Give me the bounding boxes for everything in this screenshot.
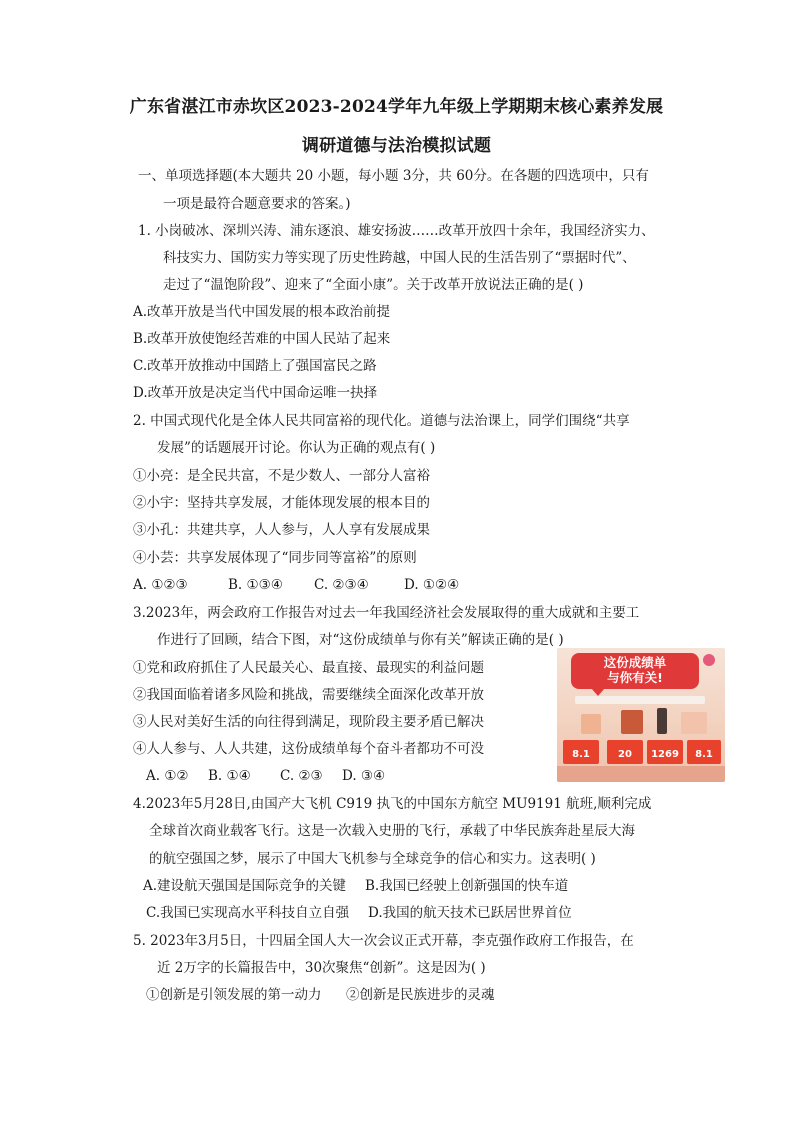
q2-item-2: ②小宇：坚持共享发展，才能体现发展的根本目的 xyxy=(133,495,430,511)
q5-stem-line2: 近 2万字的长篇报告中，30次聚焦“创新”。这是因为( ) xyxy=(157,960,486,976)
q4-option-a: A.建设航天强国是国际竞争的关键 xyxy=(143,878,347,894)
poster-base xyxy=(557,766,725,782)
q2-choice-c: C. ②③④ xyxy=(314,577,369,593)
q1-stem-line1: 1. 小岗破冰、深圳兴涛、浦东逐浪、雄安扬波……改革开放四十余年，我国经济实力、 xyxy=(138,223,655,239)
poster-stat-2: 20 xyxy=(607,740,643,764)
q4-option-c: C.我国已实现高水平科技自立自强 xyxy=(146,905,350,921)
q1-option-d: D.改革开放是决定当代中国命运唯一抉择 xyxy=(133,385,378,401)
q2-choice-d: D. ①②④ xyxy=(404,577,460,593)
q2-item-4: ④小芸：共享发展体现了“同步同等富裕”的原则 xyxy=(133,550,417,566)
q4-options-row2 xyxy=(146,904,572,922)
q1-stem-line3: 走过了“温饱阶段”、迎来了“全面小康”。关于改革开放说法正确的是( ) xyxy=(163,277,584,293)
q1-option-b: B.改革开放使饱经苦难的中国人民站了起来 xyxy=(133,331,391,347)
q2-choice-b: B. ①③④ xyxy=(228,577,283,593)
report-card-poster-image xyxy=(557,648,725,782)
poster-title xyxy=(571,655,699,685)
q3-choice-a: A. ①② xyxy=(146,768,189,784)
q4-stem-line3: 的航空强国之梦，展示了中国大飞机参与全球竞争的信心和实力。这表明( ) xyxy=(149,851,596,867)
q2-choice-a: A. ①②③ xyxy=(133,577,188,593)
q3-item-2: ②我国面临着诸多风险和挑战，需要继续全面深化改革开放 xyxy=(133,687,484,703)
q2-item-3: ③小孔：共建共享，人人参与，人人享有发展成果 xyxy=(133,522,430,538)
q5-item-2: ②创新是民族进步的灵魂 xyxy=(346,987,495,1003)
poster-ribbon xyxy=(575,696,705,704)
q3-choice-b: B. ①④ xyxy=(208,768,251,784)
poster-stat-1: 8.1 xyxy=(563,740,599,764)
q3-item-4: ④人人参与、人人共建，这份成绩单每个奋斗者都功不可没 xyxy=(133,741,484,757)
q5-items-row1 xyxy=(146,986,495,1004)
section-instruction-line1: 一、单项选择题(本大题共 20 小题，每小题 3分，共 60分。在各题的四选项中，只有 xyxy=(138,168,649,184)
q2-stem-line1: 2. 中国式现代化是全体人民共同富裕的现代化。道德与法治课上，同学们围绕“共享 xyxy=(133,413,630,429)
q4-options-row1 xyxy=(143,877,568,895)
poster-house-icon xyxy=(581,714,601,734)
poster-cart-icon xyxy=(681,712,707,734)
poster-figure-icon xyxy=(657,708,667,734)
poster-title-line1: 这份成绩单 xyxy=(603,655,667,670)
q2-item-1: ①小亮：是全民共富，不是少数人、一部分人富裕 xyxy=(133,468,430,484)
q3-stem-line2: 作进行了回顾，结合下图，对“这份成绩单与你有关”解读正确的是( ) xyxy=(157,632,564,648)
q5-item-1: ①创新是引领发展的第一动力 xyxy=(146,987,322,1003)
q5-stem-line1: 5. 2023年3月5日，十四届全国人大一次会议正式开幕，李克强作政府工作报告，在 xyxy=(133,933,634,949)
q3-choices xyxy=(146,767,385,785)
q3-stem-line1: 3.2023年，两会政府工作报告对过去一年我国经济社会发展取得的重大成就和主要工 xyxy=(133,605,640,621)
heart-icon xyxy=(703,654,715,666)
q3-choice-d: D. ③④ xyxy=(342,768,386,784)
q1-option-c: C.改革开放推动中国踏上了强国富民之路 xyxy=(133,358,377,374)
section-instruction-line2: 一项是最符合题意要求的答案。) xyxy=(163,196,351,212)
q4-stem-line2: 全球首次商业载客飞行。这是一次载入史册的飞行，承载了中华民族奔赴星辰大海 xyxy=(149,823,635,839)
poster-stat-4: 8.1 xyxy=(687,740,721,764)
exam-title-line1: 广东省湛江市赤坎区2023-2024学年九年级上学期期末核心素养发展 xyxy=(129,97,664,117)
q1-option-a: A.改革开放是当代中国发展的根本政治前提 xyxy=(133,304,391,320)
q3-item-3: ③人民对美好生活的向往得到满足，现阶段主要矛盾已解决 xyxy=(133,714,484,730)
poster-title-line2: 与你有关! xyxy=(607,670,663,685)
q4-stem-line1: 4.2023年5月28日,由国产大飞机 C919 执飞的中国东方航空 MU9191 航班,顺利完成 xyxy=(133,796,652,812)
q4-option-d: D.我国的航天技术已跃居世界首位 xyxy=(368,905,572,921)
exam-title-line2: 调研道德与法治模拟试题 xyxy=(301,136,492,156)
q3-item-1: ①党和政府抓住了人民最关心、最直接、最现实的利益问题 xyxy=(133,660,484,676)
q2-stem-line2: 发展”的话题展开讨论。你认为正确的观点有( ) xyxy=(157,440,436,456)
q2-choices xyxy=(133,576,459,594)
q3-choice-c: C. ②③ xyxy=(280,768,323,784)
poster-stat-3: 1269 xyxy=(647,740,683,764)
q4-option-b: B.我国已经驶上创新强国的快车道 xyxy=(365,878,569,894)
q1-stem-line2: 科技实力、国防实力等实现了历史性跨越，中国人民的生活告别了“票据时代”、 xyxy=(163,250,636,266)
poster-shop-icon xyxy=(621,710,643,734)
